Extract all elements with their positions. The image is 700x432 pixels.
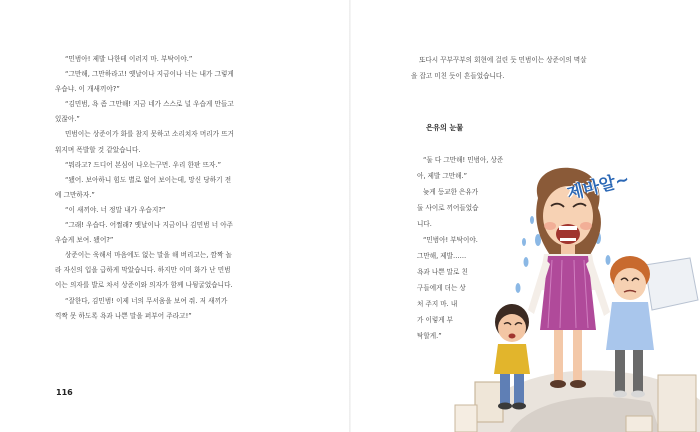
text-line: 있잖아.” [55,115,80,124]
text-line: 니다. [417,220,432,228]
text-line: 상준이는 욱해서 마음에도 없는 말을 해 버리고는, 깜짝 놀 [65,251,232,260]
text-line: 이는 의자를 발로 차서 상준이와 의자가 함께 나뒹굴었습니다. [55,281,233,290]
text-line: “그만해, 그만하라고! 옛날이나 지금이나 너는 내가 그렇게 [65,70,234,79]
text-line: 둘 사이로 끼어들었습 [417,204,479,212]
text-line: “그래! 우습다. 어쩔래? 옛날이나 지금이나 김민범 너 아주 [65,221,234,230]
text-line: 가 이렇게 부 [417,316,454,324]
left-body-text [55,52,287,324]
text-line: “둘 다 그만해! 민범아, 상준 [423,156,504,164]
text-line: 우습게 보여. 됐어?” [55,236,114,245]
text-line: 라 자신의 입을 급하게 막았습니다. 하지만 이미 화가 난 민범 [55,266,231,275]
page-number: 116 [56,388,73,397]
text-line: 을 잡고 미친 듯이 흔들었습니다. [411,72,505,80]
text-line: 끽짝 못 하도록 욕과 나쁜 말을 퍼부어 주라고!” [55,311,192,320]
text-line: 그만해, 제발…… [417,252,467,260]
text-line: “이 새끼야. 너 정말 내가 우습지?” [65,205,166,214]
illustration-caption: 제바알~ [565,169,632,205]
text-line: “잘한다, 김민범! 이제 너의 무서움을 보여 줘. 저 새끼가 [65,296,228,305]
text-line: 욕과 나쁜 말로 친 [417,268,468,276]
text-line: 처 주지 마. 내 [417,300,458,308]
text-line: 구들에게 더는 상 [417,284,466,292]
text-line: “민범아! 제발 나한테 이러지 마. 부탁이야.” [65,55,193,63]
text-line: 워지며 폭발할 것 같았습니다. [55,145,141,154]
text-line: 아, 제발 그만해.” [417,172,468,180]
text-line: 또다시 꾸부꾸부의 회현에 걸린 듯 민범이는 상준이의 멱살 [419,56,587,64]
text-line: 우습냐. 이 개새끼야?” [55,85,120,94]
text-line: 늦게 등교한 은유가 [423,188,479,196]
text-line: “김민범, 욕 좀 그만해! 지금 네가 스스로 널 우습게 만들고 [65,100,234,109]
right-intro-text [411,52,651,84]
text-line: “뭐라고? 드디어 본심이 나오는구먼. 우리 한판 뜨자.” [65,160,222,169]
text-line: 탁할게.” [417,332,442,340]
text-line: 에 그만하자.” [55,190,95,199]
text-line: 민범이는 상준이가 화를 참지 못하고 소리치자 머리가 뜨거 [65,130,235,139]
text-line: “됐어. 보아하니 힘도 별로 없어 보이는데, 망신 당하기 전 [65,175,232,184]
section-title: 은유의 눈물 [426,123,464,132]
crying-girl-illustration [420,150,700,432]
text-line: “민범아! 부탁이야. [423,236,478,244]
